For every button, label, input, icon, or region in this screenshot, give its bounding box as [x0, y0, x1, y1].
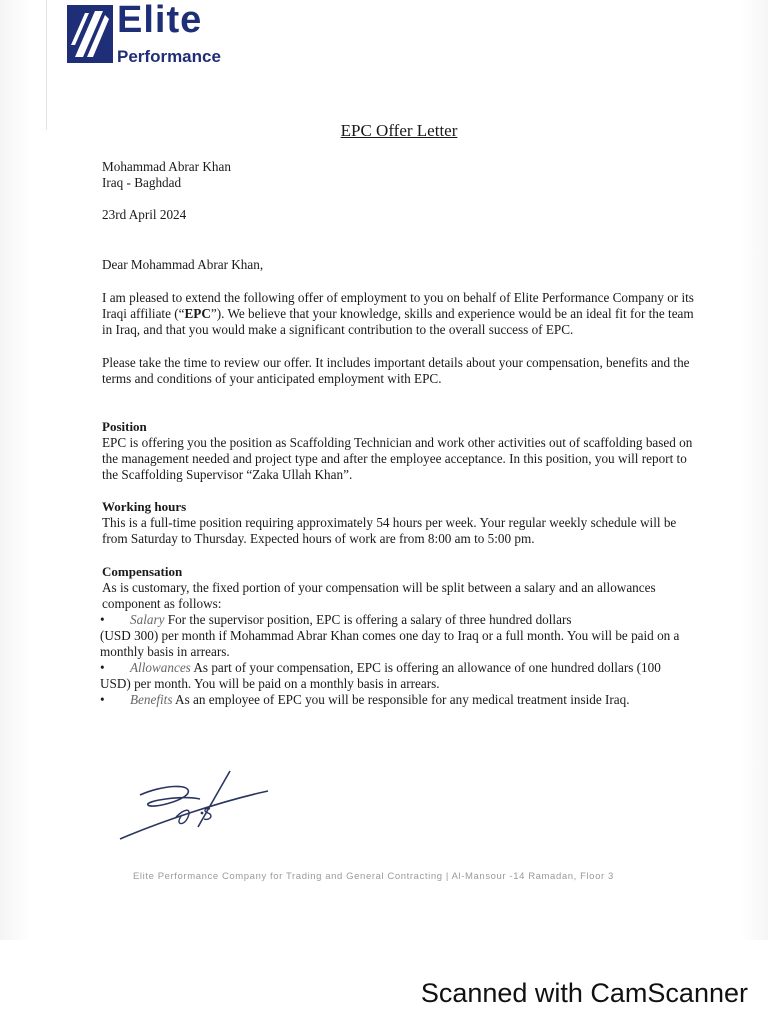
position-section: [102, 419, 702, 483]
compensation-bullets: [100, 612, 702, 708]
recipient-block: [102, 159, 702, 191]
bullet-text: For the supervisor position, EPC is offering a salary of three hundred dollars: [164, 612, 572, 627]
bullet-marker: •: [100, 660, 105, 675]
hours-text: This is a full-time position requiring approximately 54 hours per week. Your regular weekly schedule will be from Saturday to Thursday. Expected hours of work are from 8:00 am to 5:00 pm.: [102, 515, 677, 546]
logo-subtitle: Performance: [117, 47, 221, 66]
scan-watermark: Scanned with CamScanner: [420, 978, 748, 1008]
bullet-benefits: [100, 692, 702, 708]
bullet-allowances: [100, 660, 702, 692]
intro-paragraph-1: [102, 290, 702, 338]
logo-wordmark: Elite: [117, 0, 203, 41]
compensation-text: As is customary, the fixed portion of your compensation will be split between a salary and an allowances component as follows:: [102, 580, 656, 611]
intro-1-start: I am pleased to extend the following offer of employment to you on behalf of Elite Performance Company or its Iraqi affiliate (“: [102, 290, 694, 321]
bullet-text: As part of your compensation, EPC is offering an allowance of one hundred dollars (100: [190, 660, 661, 675]
letter-title: EPC Offer Letter: [340, 121, 458, 140]
intro-1-end: ”). We believe that your knowledge, skills and experience would be an ideal fit for the team in Iraq, and that you would make a significant contribution to the overall success of EPC.: [102, 306, 694, 337]
company-logo: [67, 0, 232, 67]
handwritten-signature: [112, 765, 272, 845]
recipient-name: Mohammad Abrar Khan: [102, 159, 231, 174]
bullet-term: Allowances: [130, 660, 191, 675]
epc-abbrev: EPC: [184, 306, 211, 321]
salutation: Dear Mohammad Abrar Khan,: [102, 257, 264, 272]
bullet-text: As an employee of EPC you will be responsible for any medical treatment inside Iraq.: [172, 692, 630, 707]
bullet-marker: •: [100, 612, 105, 627]
position-heading: Position: [102, 419, 147, 434]
paper-edge: [46, 0, 47, 130]
intro-paragraph-2: Please take the time to review our offer. It includes important details about your compensation, benefits and the terms and conditions of your anticipated employment with EPC.: [102, 355, 690, 386]
recipient-location: Iraq - Baghdad: [102, 175, 182, 190]
bullet-continuation: USD) per month. You will be paid on a monthly basis in arrears.: [100, 676, 440, 691]
position-text: EPC is offering you the position as Scaffolding Technician and work other activities out of scaffolding based on the management needed and project type and after the employee acceptance. In this position, you will report to the Scaffolding Supervisor “Zaka Ullah Khan”.: [102, 435, 693, 482]
hours-heading: Working hours: [102, 499, 187, 514]
bullet-term: Salary: [130, 612, 165, 627]
bullet-salary: [100, 612, 702, 660]
letter-footer: Elite Performance Company for Trading and General Contracting | Al-Mansour -14 Ramadan, Floor 3: [133, 871, 614, 882]
compensation-section: [102, 564, 702, 612]
bullet-marker: •: [100, 692, 105, 707]
bullet-term: Benefits: [130, 692, 173, 707]
bullet-continuation: (USD 300) per month if Mohammad Abrar Khan comes one day to Iraq or a full month. You will be paid on a monthly basis in arrears.: [100, 628, 680, 659]
hours-section: [102, 499, 702, 547]
letter-date: 23rd April 2024: [102, 207, 187, 222]
logo-mark-icon: [67, 5, 113, 63]
compensation-heading: Compensation: [102, 564, 183, 579]
